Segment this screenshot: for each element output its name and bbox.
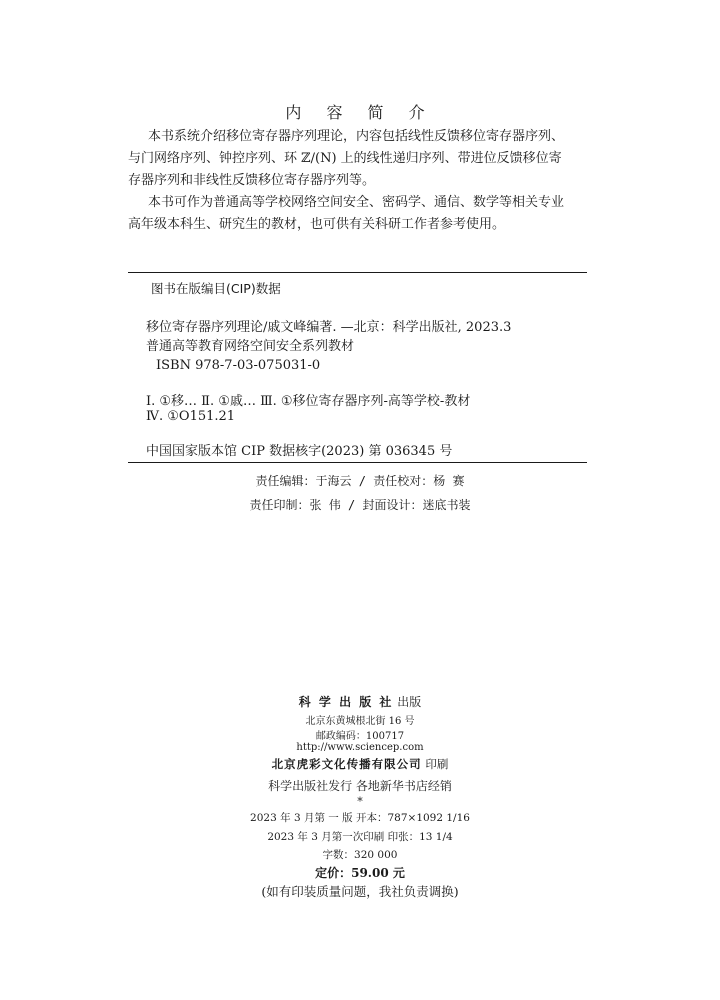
cip-classification-1: Ⅰ. ①移… Ⅱ. ①戚… Ⅲ. ①移位寄存器序列-高等学校-教材 — [146, 394, 471, 409]
summary-line: 与门网络序列、钟控序列、环 ℤ/(N) 上的线性递归序列、带进位反馈移位寄 — [128, 151, 562, 166]
summary-line: 高年级本科生、研究生的教材，也可供有关科研工作者参考使用。 — [128, 217, 506, 232]
cip-isbn: ISBN 978-7-03-075031-0 — [156, 358, 321, 373]
printer-suffix: 印刷 — [425, 757, 449, 771]
summary-line: 本书系统介绍移位寄存器序列理论，内容包括线性反馈移位寄存器序列、 — [148, 129, 565, 144]
cip-heading: 图书在版编目(CIP)数据 — [151, 281, 281, 296]
distribution-line: 科学出版社发行 各地新华书店经销 — [268, 779, 452, 793]
cip-top-rule — [128, 272, 587, 273]
printing-line: 2023 年 3 月第一次印刷 印张：13 1/4 — [267, 831, 453, 843]
publisher-suffix: 出版 — [397, 695, 422, 709]
cip-title-line: 移位寄存器序列理论/戚文峰编著. —北京：科学出版社, 2023.3 — [146, 320, 512, 335]
publisher-url: http://www.sciencep.com — [296, 742, 424, 753]
cip-bottom-rule — [128, 462, 587, 463]
publisher-name: 科 学 出 版 社 — [298, 695, 394, 709]
printer-line — [0, 756, 720, 772]
credits-line-2: 责任印制：张 伟 / 封面设计：迷底书装 — [249, 498, 471, 512]
cip-series-line: 普通高等教育网络空间安全系列教材 — [146, 339, 355, 354]
credits-line-1: 责任编辑：于海云 / 责任校对：杨 赛 — [255, 474, 465, 488]
printer-name: 北京虎彩文化传播有限公司 — [271, 757, 422, 771]
separator-star: * — [357, 795, 363, 808]
page-title: 内 容 简 介 — [285, 103, 435, 122]
word-count: 字数：320 000 — [322, 849, 398, 861]
price: 定价：59.00 元 — [315, 866, 405, 880]
cip-classification-2: Ⅳ. ①O151.21 — [146, 409, 236, 424]
summary-line: 存器序列和非线性反馈移位寄存器序列等。 — [128, 173, 376, 188]
publisher-line — [0, 693, 720, 710]
summary-line: 本书可作为普通高等学校网络空间安全、密码学、通信、数学等相关专业 — [148, 195, 565, 210]
cip-record-number: 中国国家版本馆 CIP 数据核字(2023) 第 036345 号 — [146, 444, 453, 459]
publisher-address: 北京东黄城根北街 16 号 — [305, 716, 415, 727]
edition-line: 2023 年 3 月第 一 版 开本：787×1092 1/16 — [250, 812, 470, 824]
quality-notice: (如有印装质量问题，我社负责调换) — [261, 884, 459, 899]
publisher-postcode: 邮政编码：100717 — [315, 731, 405, 742]
